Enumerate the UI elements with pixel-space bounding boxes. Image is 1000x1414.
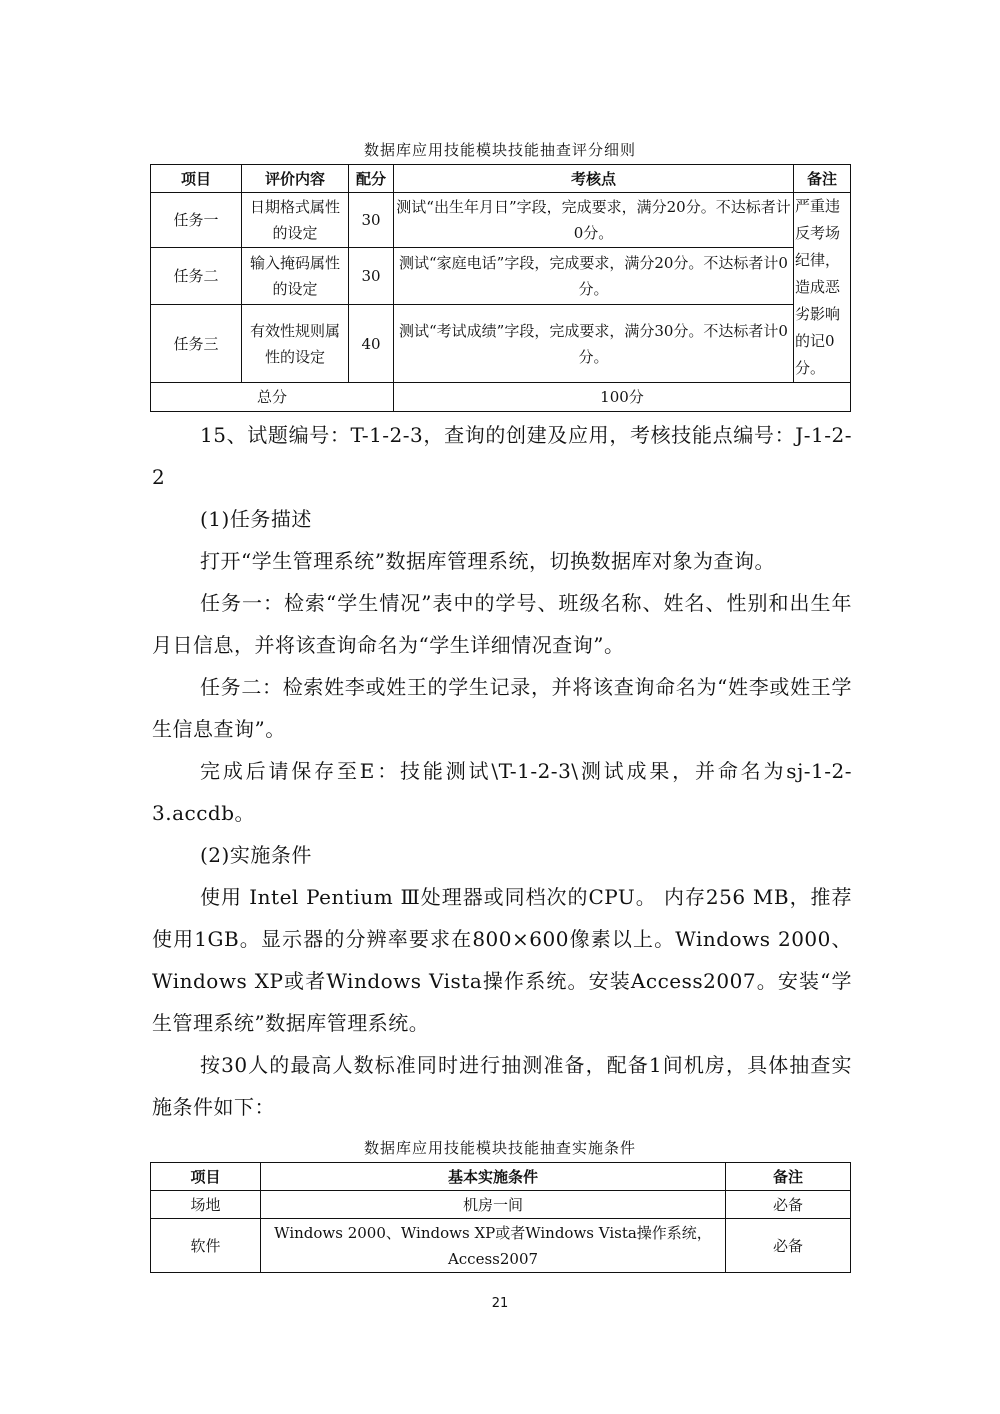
header-remark: 备注 [726,1163,851,1191]
task-point: 测试“考试成绩”字段，完成要求，满分30分。不达标者计0分。 [394,305,794,383]
table-header-row [151,165,851,193]
table-row [151,1219,851,1273]
task-content: 输入掩码属性的设定 [242,248,349,305]
task-name: 任务三 [151,305,242,383]
remark-cell: 严重违反考场纪律，造成恶劣影响的记0分。 [794,193,851,383]
task-score: 30 [349,193,394,248]
task-content: 日期格式属性的设定 [242,193,349,248]
scoring-table [150,164,851,412]
task-two-paragraph: 任务二：检索姓李或姓王的学生记录，并将该查询命名为“姓李或姓王学生信息查询”。 [152,675,852,741]
task-score: 40 [349,305,394,383]
condition-remark: 必备 [726,1191,851,1219]
section-conditions: (2)实施条件 [200,843,312,867]
total-label: 总分 [151,383,394,412]
table-row [151,305,851,383]
total-row [151,383,851,412]
task-content: 有效性规则属性的设定 [242,305,349,383]
header-item: 项目 [151,1163,261,1191]
header-condition: 基本实施条件 [261,1163,726,1191]
table-row [151,1191,851,1219]
condition-item: 场地 [151,1191,261,1219]
condition-text: 机房一间 [261,1191,726,1219]
paragraph: 打开“学生管理系统”数据库管理系统，切换数据库对象为查询。 [200,549,775,573]
question-heading: 15、试题编号：T-1-2-3，查询的创建及应用，考核技能点编号：J-1-2-2 [152,423,852,489]
conditions-table [150,1162,851,1273]
table-row [151,193,851,248]
table2-caption: 数据库应用技能模块技能抽查实施条件 [363,1139,636,1157]
task-score: 30 [349,248,394,305]
task-one-paragraph: 任务一：检索“学生情况”表中的学号、班级名称、姓名、性别和出生年月日信息，并将该查询命名为“学生详细情况查询”。 [152,591,852,657]
header-content: 评价内容 [242,165,349,193]
task-point: 测试“出生年月日”字段，完成要求，满分20分。不达标者计0分。 [394,193,794,248]
task-name: 任务一 [151,193,242,248]
body-text [152,414,852,1128]
save-instruction-paragraph: 完成后请保存至E：技能测试\T-1-2-3\测试成果，并命名为sj-1-2-3.accdb。 [152,759,852,825]
header-score: 配分 [349,165,394,193]
header-remark: 备注 [794,165,851,193]
table1-caption: 数据库应用技能模块技能抽查评分细则 [363,141,636,159]
condition-text: Windows 2000、Windows XP或者Windows Vista操作系统，Access2007 [261,1219,726,1273]
section-task-description: (1)任务描述 [200,507,312,531]
condition-item: 软件 [151,1219,261,1273]
page-number: 21 [491,1296,509,1311]
task-point: 测试“家庭电话”字段，完成要求，满分20分。不达标者计0分。 [394,248,794,305]
total-value: 100分 [394,383,851,412]
header-item: 项目 [151,165,242,193]
preparation-paragraph: 按30人的最高人数标准同时进行抽测准备，配备1间机房，具体抽查实施条件如下： [152,1053,852,1119]
header-point: 考核点 [394,165,794,193]
condition-remark: 必备 [726,1219,851,1273]
task-name: 任务二 [151,248,242,305]
table-header-row [151,1163,851,1191]
conditions-paragraph: 使用 Intel Pentium Ⅲ处理器或同档次的CPU。 内存256 MB，推荐使用1GB。显示器的分辨率要求在800×600像素以上。Windows 2000、Windows XP或者Windows Vista操作系统。安装Access2007。安装“学生管理系统”数据库管理系统。 [152,885,852,1035]
table-row [151,248,851,305]
